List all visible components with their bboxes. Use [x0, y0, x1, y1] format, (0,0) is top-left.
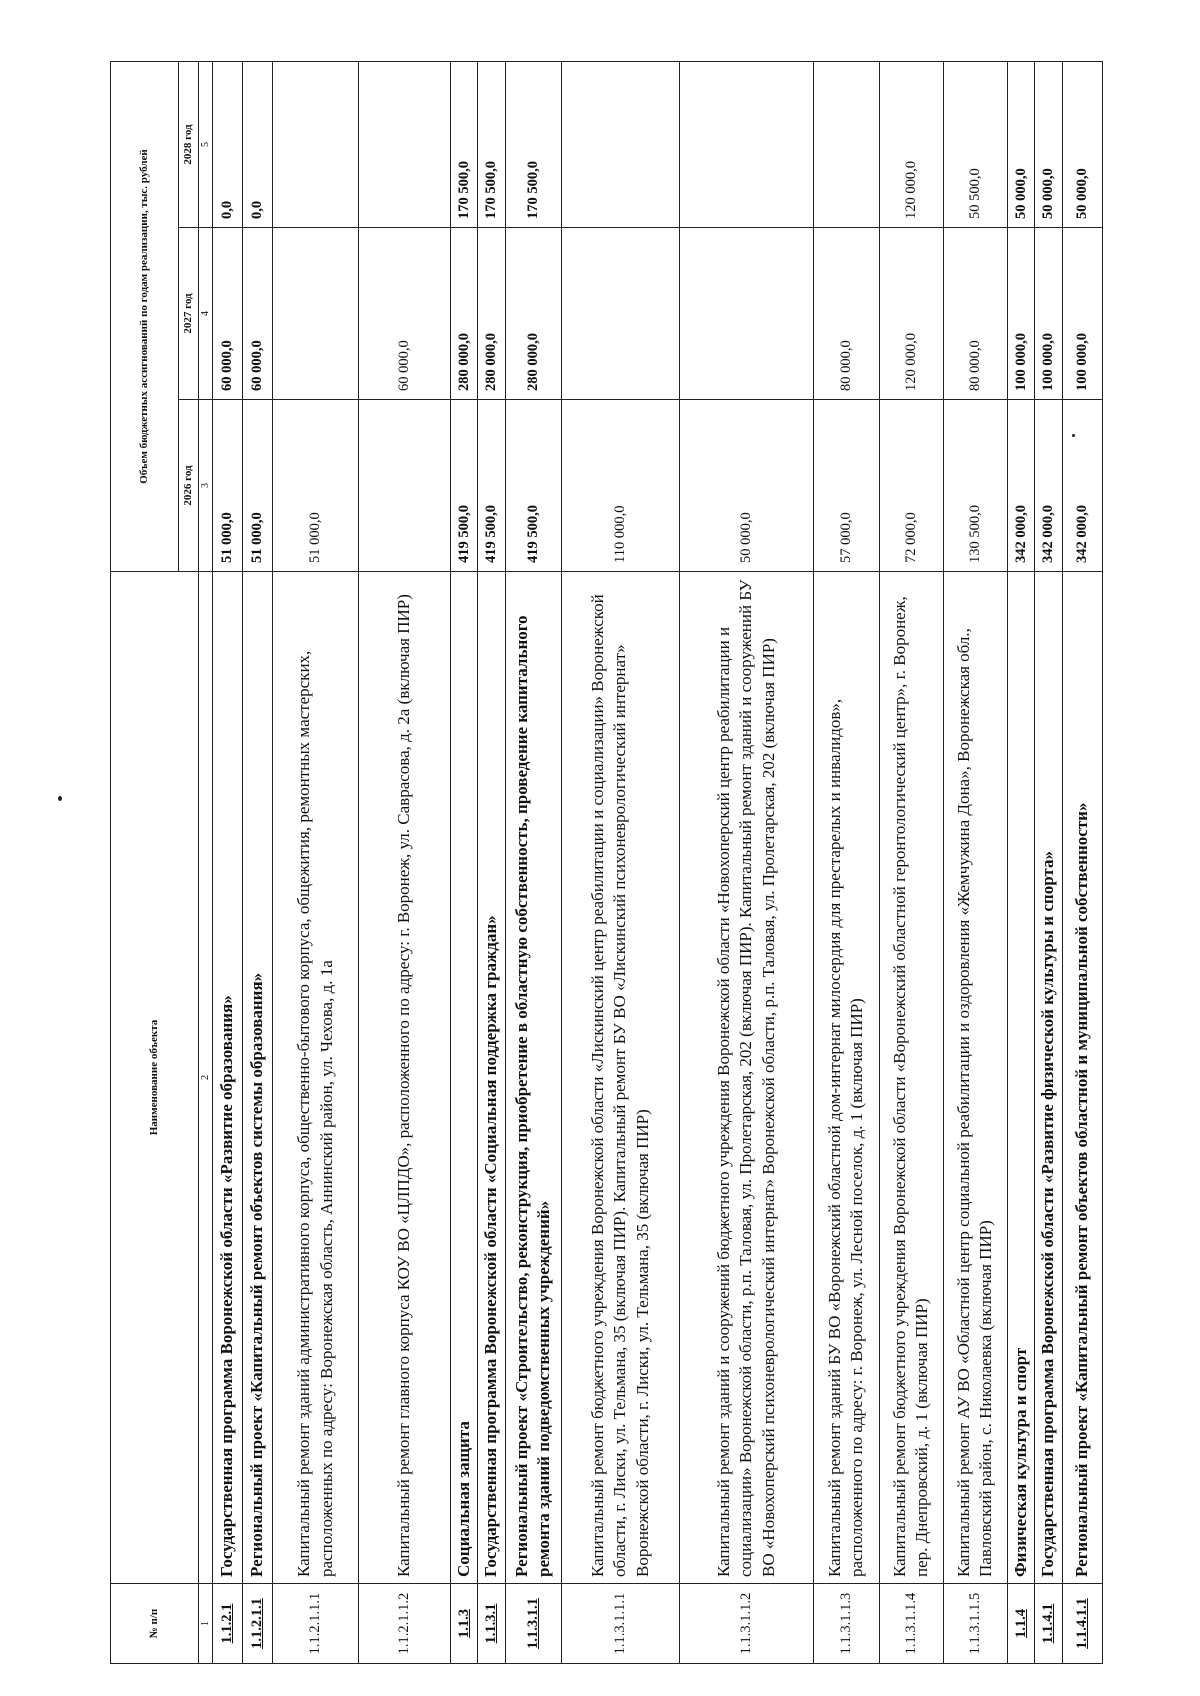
row-number: 1.1.2.1: [213, 1584, 243, 1664]
table-row: [1035, 62, 1062, 1664]
row-number: 1.1.2.1.1.2: [359, 1584, 451, 1664]
table-row: [243, 62, 273, 1664]
row-value-2026: 110 000,0: [561, 400, 679, 572]
row-value-2026: 419 500,0: [505, 400, 561, 572]
row-value-2027: 100 000,0: [1007, 228, 1034, 400]
row-value-2028: [679, 62, 813, 228]
row-object-name: Региональный проект «Капитальный ремонт объектов системы образования»: [243, 572, 273, 1584]
row-number: 1.1.3.1.1.3: [813, 1584, 879, 1664]
table-row: [1062, 62, 1102, 1664]
header-year-2026: 2026 год: [179, 400, 199, 572]
row-value-2026: 57 000,0: [813, 400, 879, 572]
row-number: 1.1.4.1.1: [1062, 1584, 1102, 1664]
row-value-2028: 0,0: [243, 62, 273, 228]
row-object-name: Государственная программа Воронежской области «Социальная поддержка граждан»: [478, 572, 505, 1584]
table-row: [451, 62, 478, 1664]
row-value-2028: 170 500,0: [505, 62, 561, 228]
row-value-2028: 170 500,0: [451, 62, 478, 228]
row-number: 1.1.3.1.1.2: [679, 1584, 813, 1664]
row-number: 1.1.3.1.1.5: [943, 1584, 1007, 1664]
row-value-2026: 342 000,0: [1035, 400, 1062, 572]
scan-dot: [58, 796, 62, 801]
row-value-2028: 50 000,0: [1062, 62, 1102, 228]
row-value-2028: 50 000,0: [1007, 62, 1034, 228]
table-row: [679, 62, 813, 1664]
row-value-2027: 100 000,0: [1062, 228, 1102, 400]
row-value-2026: 51 000,0: [273, 400, 359, 572]
table-row: [561, 62, 679, 1664]
row-value-2027: [561, 228, 679, 400]
row-value-2027: 100 000,0: [1035, 228, 1062, 400]
row-value-2028: 170 500,0: [478, 62, 505, 228]
row-value-2027: 120 000,0: [879, 228, 943, 400]
rotated-table-wrapper: [110, 62, 1092, 1664]
table-row: [879, 62, 943, 1664]
row-value-2027: [679, 228, 813, 400]
row-value-2027: 280 000,0: [505, 228, 561, 400]
row-number: 1.1.4.1: [1035, 1584, 1062, 1664]
row-value-2028: [561, 62, 679, 228]
row-number: 1.1.2.1.1.1: [273, 1584, 359, 1664]
row-object-name: Капитальный ремонт зданий БУ ВО «Воронежский областной дом-интернат милосердия для престарелых и инвалидов», расположенного по адресу: г. Воронеж, ул. Лесной поселок, д. 1 (включая ПИР): [813, 572, 879, 1584]
row-value-2026: [359, 400, 451, 572]
index-5: 5: [199, 62, 213, 228]
index-4: 4: [199, 228, 213, 400]
table-body: [213, 62, 1103, 1664]
row-number: 1.1.3: [451, 1584, 478, 1664]
row-object-name: Региональный проект «Капитальный ремонт объектов областной и муниципальной собственности»: [1062, 572, 1102, 1584]
row-value-2028: 0,0: [213, 62, 243, 228]
row-object-name: Социальная защита: [451, 572, 478, 1584]
row-value-2026: 51 000,0: [243, 400, 273, 572]
row-object-name: Капитальный ремонт главного корпуса КОУ ВО «ЦЛПДО», расположенного по адресу: г. Воронеж, ул. Саврасова, д. 2а (включая ПИР): [359, 572, 451, 1584]
table-row: [273, 62, 359, 1664]
row-value-2027: 60 000,0: [243, 228, 273, 400]
row-number: 1.1.3.1.1.4: [879, 1584, 943, 1664]
table-row: [1007, 62, 1034, 1664]
index-3: 3: [199, 400, 213, 572]
budget-table: [110, 61, 1103, 1664]
row-object-name: Капитальный ремонт зданий административного корпуса, общественно-бытового корпуса, общежития, ремонтных мастерских, расположенных по адресу: Воронежская область, Аннинский район, ул. Чехова, д. 1а: [273, 572, 359, 1584]
index-1: 1: [199, 1584, 213, 1664]
table-row: [478, 62, 505, 1664]
row-value-2026: 130 500,0: [943, 400, 1007, 572]
table-row: [213, 62, 243, 1664]
row-value-2026: 342 000,0: [1062, 400, 1102, 572]
header-object-name: Наименование объекта: [111, 572, 199, 1584]
row-object-name: Капитальный ремонт зданий и сооружений бюджетного учреждения Воронежской области «Новохоперский центр реабилитации и социализации» Воронежской области, р.п. Таловая, ул. Пролетарская, 202 (включая ПИР). Капитальный ремонт зданий и сооружений БУ ВО «Новохоперский психоневрологический интернат» Воронежской области, р.п. Таловая, ул. Пролетарская, 202 (включая ПИР): [679, 572, 813, 1584]
table-row: [943, 62, 1007, 1664]
row-value-2027: 80 000,0: [943, 228, 1007, 400]
row-value-2027: 60 000,0: [359, 228, 451, 400]
row-object-name: Физическая культура и спорт: [1007, 572, 1034, 1584]
row-value-2027: 280 000,0: [451, 228, 478, 400]
row-number: 1.1.3.1.1.1: [561, 1584, 679, 1664]
header-budget-volume: Объем бюджетных ассигнований по годам реализации, тыс. рублей: [111, 62, 179, 572]
row-value-2027: 80 000,0: [813, 228, 879, 400]
row-value-2026: 51 000,0: [213, 400, 243, 572]
row-number: 1.1.3.1.1: [505, 1584, 561, 1664]
row-value-2026: 50 000,0: [679, 400, 813, 572]
row-object-name: Капитальный ремонт АУ ВО «Областной центр социальной реабилитации и оздоровления «Жемчужина Дона», Воронежская обл., Павловский район, с. Николаевка (включая ПИР): [943, 572, 1007, 1584]
table-row: [813, 62, 879, 1664]
row-value-2028: 120 000,0: [879, 62, 943, 228]
row-value-2028: 50 000,0: [1035, 62, 1062, 228]
row-value-2026: 72 000,0: [879, 400, 943, 572]
row-object-name: Государственная программа Воронежской области «Развитие образования»: [213, 572, 243, 1584]
header-year-2027: 2027 год: [179, 228, 199, 400]
row-value-2028: [273, 62, 359, 228]
row-value-2028: 50 500,0: [943, 62, 1007, 228]
row-value-2026: 419 500,0: [478, 400, 505, 572]
row-value-2026: 419 500,0: [451, 400, 478, 572]
row-object-name: Капитальный ремонт бюджетного учреждения Воронежской области «Лискинский центр реабилитации и социализации» Воронежской области, г. Лиски, ул. Тельмана, 35 (включая ПИР). Капитальный ремонт БУ ВО «Лискинский психоневрологический интернат» Воронежской области, г. Лиски, ул. Тельмана, 35 (включая ПИР): [561, 572, 679, 1584]
row-number: 1.1.2.1.1: [243, 1584, 273, 1664]
row-number: 1.1.4: [1007, 1584, 1034, 1664]
row-value-2027: [273, 228, 359, 400]
header-year-2028: 2028 год: [179, 62, 199, 228]
row-object-name: Региональный проект «Строительство, реконструкция, приобретение в областную собственность, проведение капитального ремонта зданий подведомственных учреждений»: [505, 572, 561, 1584]
row-value-2027: 280 000,0: [478, 228, 505, 400]
row-value-2026: 342 000,0: [1007, 400, 1034, 572]
table-row: [359, 62, 451, 1664]
row-value-2028: [359, 62, 451, 228]
row-value-2028: [813, 62, 879, 228]
scan-dot: [1072, 434, 1075, 437]
row-object-name: Капитальный ремонт бюджетного учреждения Воронежской области «Воронежский областной геронтологический центр», г. Воронеж, пер. Днепровский, д. 1 (включая ПИР): [879, 572, 943, 1584]
table-row: [505, 62, 561, 1664]
row-value-2027: 60 000,0: [213, 228, 243, 400]
row-number: 1.1.3.1: [478, 1584, 505, 1664]
row-object-name: Государственная программа Воронежской области «Развитие физической культуры и спорта»: [1035, 572, 1062, 1584]
header-no: № п/п: [111, 1584, 199, 1664]
index-2: 2: [199, 572, 213, 1584]
